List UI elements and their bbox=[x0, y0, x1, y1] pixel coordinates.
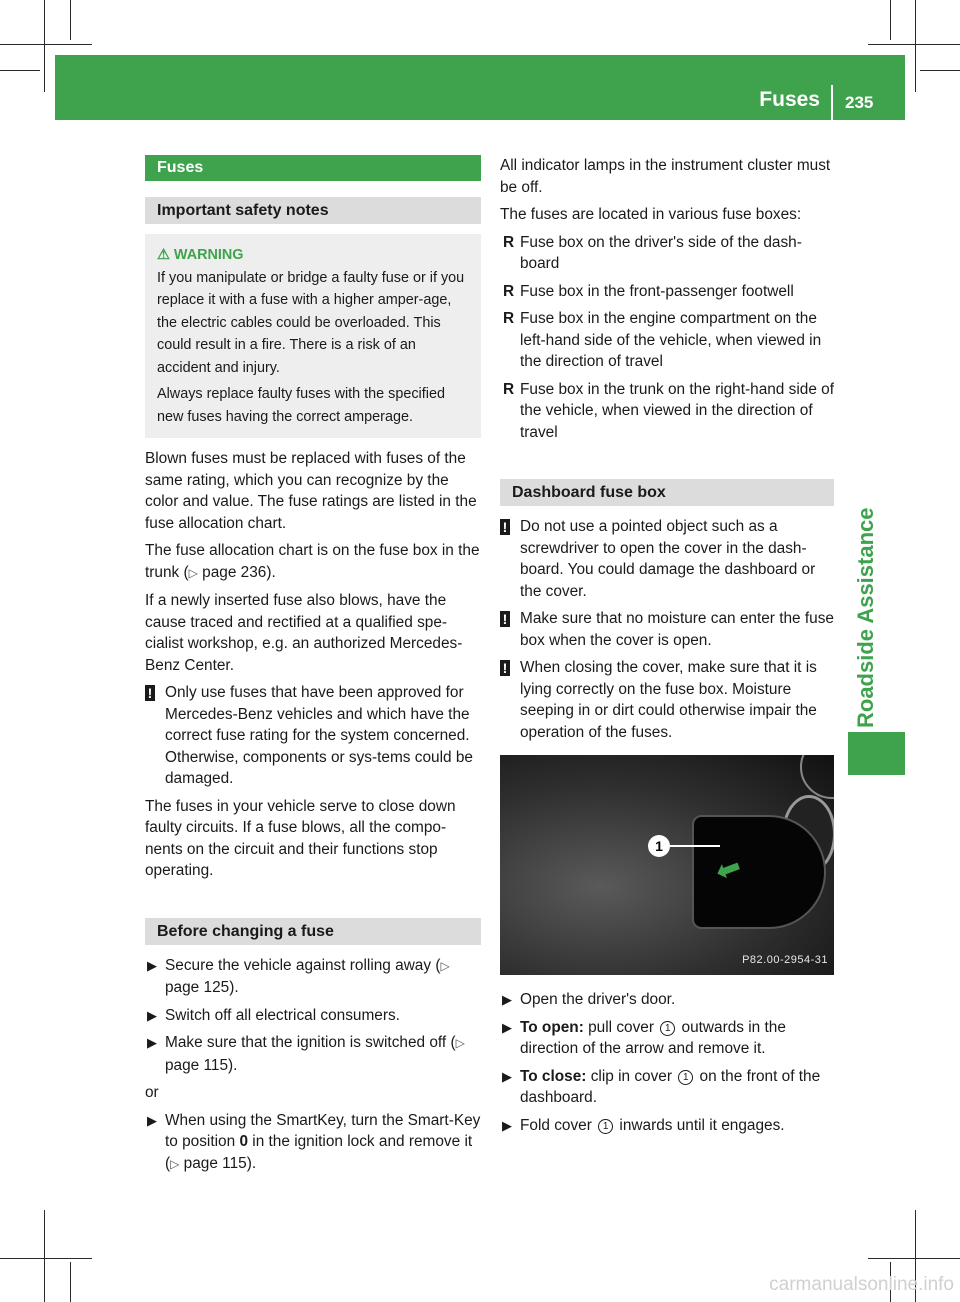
list-item: R Fuse box on the driver's side of the dash-board bbox=[503, 233, 802, 272]
warning-text: Always replace faulty fuses with the specified new fuses having the correct amperage. bbox=[157, 386, 445, 425]
callout-number-icon: 1 bbox=[598, 1119, 613, 1134]
side-tab-label: Roadside Assistance bbox=[853, 507, 878, 728]
paragraph: The fuse allocation chart is on the fuse box in the trunk (▷ page 236). bbox=[145, 542, 480, 581]
list-item: R Fuse box in the engine compartment on the left-hand side of the vehicle, when viewed in the direction of travel bbox=[503, 310, 822, 370]
warning-title: ⚠ WARNING bbox=[157, 247, 244, 263]
crop-mark bbox=[70, 1262, 71, 1302]
step-arrow-icon: ▶ bbox=[502, 1019, 512, 1035]
side-tab-marker bbox=[848, 732, 905, 775]
exclamation-icon: ! bbox=[500, 660, 510, 676]
crop-mark bbox=[890, 0, 891, 40]
crop-mark bbox=[0, 1258, 92, 1259]
step-item: ▶ Fold cover 1 inwards until it engages. bbox=[500, 1115, 834, 1137]
header-separator bbox=[831, 85, 833, 120]
step-item: ▶ Open the driver's door. bbox=[500, 989, 834, 1011]
section-heading-safety: Important safety notes bbox=[145, 197, 481, 224]
callout-number: 1 bbox=[648, 835, 670, 857]
bullet-icon: R bbox=[503, 380, 515, 398]
step-arrow-icon: ▶ bbox=[147, 1007, 157, 1023]
dashboard-photo bbox=[500, 755, 834, 975]
or-text: or bbox=[145, 1084, 159, 1101]
gauge-shape bbox=[800, 755, 834, 799]
notice: ! When closing the cover, make sure that it is lying correctly on the fuse box. Moisture seeping in or dirt could otherwise impair the operation of the fuses. bbox=[500, 657, 834, 743]
step-item: ▶ Switch off all electrical consumers. bbox=[145, 1005, 481, 1027]
exclamation-icon: ! bbox=[500, 519, 510, 535]
warning-triangle-icon: ⚠ bbox=[157, 247, 170, 263]
step-arrow-icon: ▶ bbox=[147, 957, 157, 973]
watermark: carmanualsonline.info bbox=[769, 1274, 954, 1295]
crop-mark bbox=[0, 44, 92, 45]
step-arrow-icon: ▶ bbox=[502, 992, 512, 1007]
paragraph: If a newly inserted fuse also blows, have the cause traced and rectified at a qualified spe-cialist workshop, e.g. an authorized Mercedes-Benz Center. bbox=[145, 592, 463, 674]
step-item: ▶ Make sure that the ignition is switched off (▷ page 115). bbox=[147, 1034, 465, 1074]
left-column bbox=[145, 155, 481, 1181]
bullet-icon: R bbox=[503, 233, 515, 251]
warning-text: If you manipulate or bridge a faulty fuse or if you replace it with a fuse with a higher amper-age, the electric cables could be overloaded. This could result in a fire. There is a risk of an accident and injury. bbox=[157, 269, 465, 376]
section-heading-dashboard-fuse-box: Dashboard fuse box bbox=[500, 479, 834, 506]
crop-mark bbox=[0, 70, 40, 71]
bullet-icon: R bbox=[503, 310, 515, 327]
section-heading-before-changing: Before changing a fuse bbox=[145, 918, 481, 945]
bullet-icon: R bbox=[503, 282, 515, 300]
crop-mark bbox=[44, 1210, 45, 1302]
step-item: ▶ Secure the vehicle against rolling away (▷ page 125). bbox=[147, 956, 450, 996]
photo-code: P82.00-2954-31 bbox=[742, 953, 828, 966]
paragraph: All indicator lamps in the instrument cluster must be off. bbox=[500, 157, 831, 196]
crop-mark bbox=[868, 44, 960, 45]
header-title: Fuses bbox=[759, 88, 820, 111]
paragraph: Blown fuses must be replaced with fuses of the same rating, which you can recognize by the color and value. The fuse ratings are listed in the fuse allocation chart. bbox=[145, 450, 477, 532]
exclamation-icon: ! bbox=[500, 611, 510, 627]
step-item: ▶ To close: clip in cover 1 on the front of the dashboard. bbox=[502, 1067, 821, 1106]
crop-mark bbox=[70, 0, 71, 40]
crop-mark bbox=[868, 1258, 960, 1259]
step-arrow-icon: ▶ bbox=[147, 1035, 157, 1050]
crop-mark bbox=[915, 0, 916, 92]
crop-mark bbox=[920, 70, 960, 71]
paragraph: The fuses in your vehicle serve to close down faulty circuits. If a fuse blows, all the compo-nents on the circuit and their functions stop operating. bbox=[145, 797, 456, 879]
direction-arrow-icon: ⬅ bbox=[711, 849, 746, 890]
warning-box bbox=[145, 234, 481, 438]
step-item: ▶ When using the SmartKey, turn the Smart-Key to position 0 in the ignition lock and remove it (▷ page 115). bbox=[147, 1111, 481, 1172]
callout-number-icon: 1 bbox=[660, 1021, 675, 1036]
section-heading-fuses: Fuses bbox=[145, 155, 481, 181]
callout-number-icon: 1 bbox=[678, 1070, 693, 1085]
crop-mark bbox=[44, 0, 45, 92]
callout-line bbox=[670, 845, 720, 847]
right-column bbox=[500, 155, 834, 1142]
notice: ! Do not use a pointed object such as a screwdriver to open the cover in the dash-board. You could damage the dashboard or the cover. bbox=[500, 516, 834, 602]
fuse-box-cover-shape bbox=[692, 815, 826, 929]
notice: ! Make sure that no moisture can enter the fuse box when the cover is open. bbox=[500, 608, 834, 651]
page-ref-icon: ▷ bbox=[170, 1156, 180, 1171]
exclamation-icon: ! bbox=[145, 685, 155, 701]
step-arrow-icon: ▶ bbox=[502, 1117, 512, 1133]
page-number: 235 bbox=[845, 93, 874, 112]
page-ref-icon: ▷ bbox=[440, 958, 450, 973]
notice: ! Only use fuses that have been approved for Mercedes-Benz vehicles and which have the correct fuse rating for the system concerned. Otherwise, components or sys-tems could be damaged. bbox=[145, 682, 481, 790]
page-ref-icon: ▷ bbox=[188, 565, 198, 580]
step-item: ▶ To open: pull cover 1 outwards in the direction of the arrow and remove it. bbox=[502, 1018, 786, 1057]
step-arrow-icon: ▶ bbox=[502, 1068, 512, 1084]
step-arrow-icon: ▶ bbox=[147, 1112, 157, 1128]
list-item: R Fuse box in the trunk on the right-hand side of the vehicle, when viewed in the direction of travel bbox=[503, 380, 834, 441]
page-ref-icon: ▷ bbox=[455, 1036, 465, 1050]
paragraph: The fuses are located in various fuse boxes: bbox=[500, 206, 802, 223]
list-item: R Fuse box in the front-passenger footwell bbox=[500, 281, 834, 303]
